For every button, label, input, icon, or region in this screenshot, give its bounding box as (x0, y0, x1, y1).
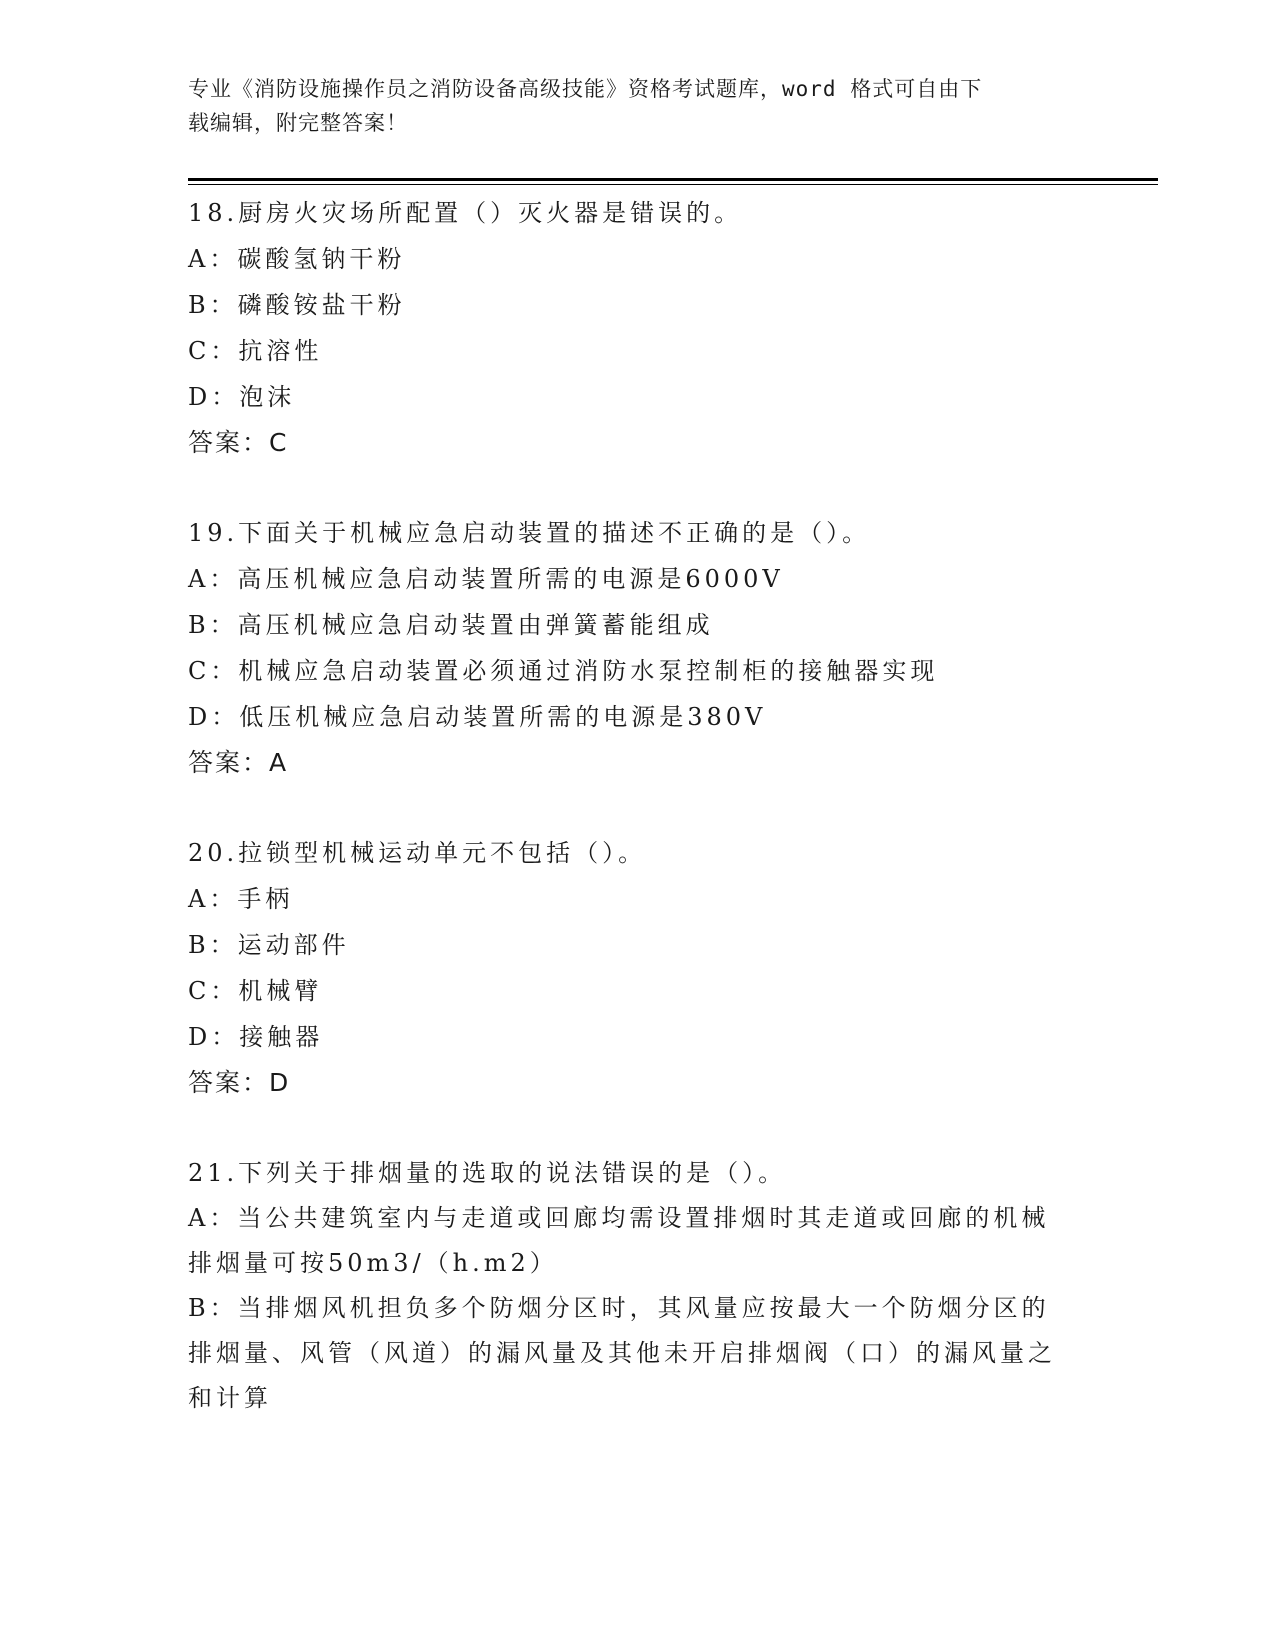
document-header (188, 72, 1088, 140)
option-b: B：高压机械应急启动装置由弹簧蓄能组成 (188, 611, 714, 639)
option-a: A：高压机械应急启动装置所需的电源是6000V (188, 565, 784, 593)
question-21 (188, 1150, 1088, 1421)
question-18 (188, 190, 1088, 466)
option-b: B：磷酸铵盐干粉 (188, 291, 406, 319)
option-c: C：机械应急启动装置必须通过消防水泵控制柜的接触器实现 (188, 657, 939, 685)
option-d: D：接触器 (188, 1023, 324, 1051)
question-stem: 19.下面关于机械应急启动装置的描述不正确的是（）。 (188, 519, 871, 547)
option-a: A：当公共建筑室内与走道或回廊均需设置排烟时其走道或回廊的机械排烟量可按50m3/（h.m2） (188, 1204, 1050, 1277)
option-b: B：当排烟风机担负多个防烟分区时，其风量应按最大一个防烟分区的排烟量、风管（风道）的漏风量及其他未开启排烟阀（口）的漏风量之和计算 (188, 1294, 1056, 1412)
question-20 (188, 830, 1088, 1106)
option-b: B：运动部件 (188, 931, 350, 959)
question-19 (188, 510, 1088, 786)
question-list (188, 190, 1088, 1465)
header-divider-thick (188, 178, 1158, 181)
option-d: D：低压机械应急启动装置所需的电源是380V (188, 703, 767, 731)
header-divider-thin (188, 184, 1158, 185)
question-stem: 20.拉锁型机械运动单元不包括（）。 (188, 839, 647, 867)
answer-line: 答案：D (188, 1068, 291, 1097)
option-c: C：机械臂 (188, 977, 323, 1005)
option-a: A：碳酸氢钠干粉 (188, 245, 406, 273)
header-line-2: 载编辑，附完整答案！ (188, 111, 408, 135)
answer-line: 答案：A (188, 748, 289, 777)
option-a: A：手柄 (188, 885, 294, 913)
header-line-1: 专业《消防设施操作员之消防设备高级技能》资格考试题库，word 格式可自由下 (188, 77, 983, 101)
option-d: D：泡沫 (188, 383, 296, 411)
answer-line: 答案：C (188, 428, 289, 457)
option-c: C：抗溶性 (188, 337, 323, 365)
question-stem: 21.下列关于排烟量的选取的说法错误的是（）。 (188, 1159, 787, 1187)
question-stem: 18.厨房火灾场所配置（）灭火器是错误的。 (188, 199, 743, 227)
